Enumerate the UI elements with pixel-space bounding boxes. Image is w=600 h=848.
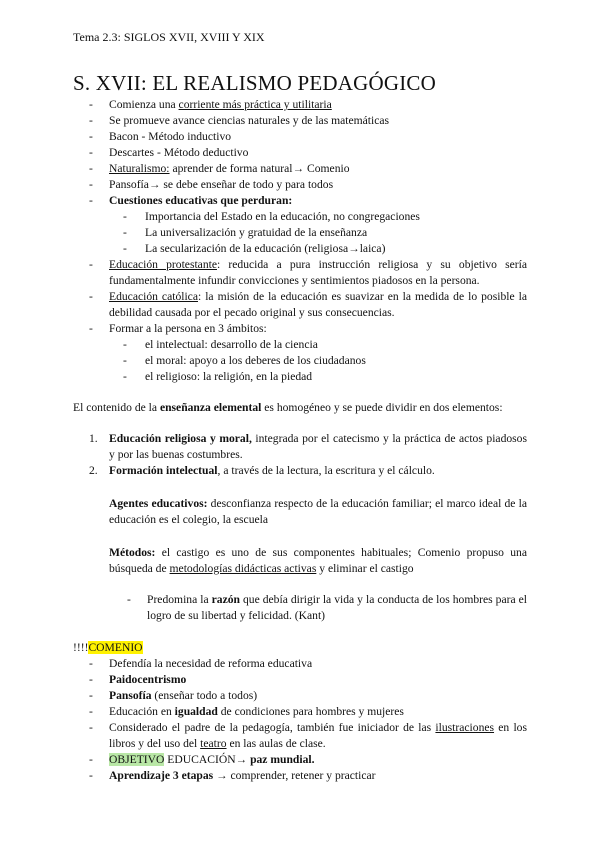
list-item: - Cuestiones educativas que perduran: - Importancia del Estado en la educación, no congregaciones - La universalización y gratuidad de la enseñanza - La secularización de la educación (religiosa→laica) (89, 193, 527, 257)
list-item: - Descartes - Método deductivo (89, 145, 527, 161)
comenio-heading: !!!!COMENIO (73, 641, 143, 654)
ambitos-sublist (109, 337, 527, 385)
sublist-item: - La universalización y gratuidad de la enseñanza (109, 225, 527, 241)
list-item: - Educación protestante: reducida a pura instrucción religiosa y su objetivo sería fundamentalmente infundir convicciones y sentimientos piadosos en la persona. (89, 257, 527, 289)
list-item: - Comienza una corriente más práctica y utilitaria (89, 97, 527, 113)
cuestiones-sublist (109, 209, 527, 257)
list-item: - Paidocentrismo (89, 672, 527, 688)
list-item: - Bacon - Método inductivo (89, 129, 527, 145)
agentes-paragraph: Agentes educativos: desconfianza respecto de la educación familiar; el marco ideal de la educación es el colegio, la escuela (109, 497, 527, 526)
list-item: - Considerado el padre de la pedagogía, también fue iniciador de las ilustraciones en los libros y del uso del teatro en las aulas de clase. (89, 720, 527, 752)
sublist-item: - el moral: apoyo a los deberes de los ciudadanos (109, 353, 527, 369)
list-item: - OBJETIVO EDUCACIÓN→ paz mundial. (89, 752, 527, 768)
contenido-paragraph: El contenido de la enseñanza elemental es homogéneo y se puede dividir en dos elementos: (73, 401, 503, 414)
comenio-list (89, 656, 527, 784)
sublist-item: - el religioso: la religión, en la piedad (109, 369, 527, 385)
page-header: Tema 2.3: SIGLOS XVII, XVIII Y XIX (73, 30, 265, 44)
sublist-item: - el intelectual: desarrollo de la ciencia (109, 337, 527, 353)
list-item: - Se promueve avance ciencias naturales y de las matemáticas (89, 113, 527, 129)
list-item: - Defendía la necesidad de reforma educativa (89, 656, 527, 672)
list-item: - Educación católica: la misión de la educación es suavizar en la medida de lo posible la debilidad causada por el pecado original y sus consecuencias. (89, 289, 527, 321)
realismo-list (89, 97, 527, 385)
section-title: S. XVII: EL REALISMO PEDAGÓGICO (73, 71, 436, 95)
elementos-numbered-list (89, 431, 527, 479)
list-item: - Naturalismo: aprender de forma natural→ Comenio (89, 161, 527, 177)
list-item: - Aprendizaje 3 etapas → comprender, retener y practicar (89, 768, 527, 784)
numbered-item: 1. Educación religiosa y moral, integrada por el catecismo y la práctica de actos piadosos y por las buenas costumbres. (89, 432, 527, 461)
sublist-item: - Importancia del Estado en la educación, no congregaciones (109, 209, 527, 225)
list-item: - Pansofía (enseñar todo a todos) (89, 688, 527, 704)
list-item: - Formar a la persona en 3 ámbitos: - el intelectual: desarrollo de la ciencia - el moral: apoyo a los deberes de los ciudadanos - el religioso: la religión, en la piedad (89, 321, 527, 385)
list-item: - Educación en igualdad de condiciones para hombres y mujeres (89, 704, 527, 720)
sublist-item: - La secularización de la educación (religiosa→laica) (109, 241, 527, 257)
razon-bullet: - Predomina la razón que debía dirigir la vida y la conducta de los hombres para el logro de su libertad y felicidad. (Kant) (127, 592, 527, 624)
metodos-paragraph: Métodos: el castigo es uno de sus componentes habituales; Comenio propuso una búsqueda de metodologías didácticas activas y eliminar el castigo (109, 546, 527, 575)
numbered-item: 2. Formación intelectual, a través de la lectura, la escritura y el cálculo. (89, 464, 435, 477)
list-item: - Pansofía→ se debe enseñar de todo y para todos (89, 177, 527, 193)
